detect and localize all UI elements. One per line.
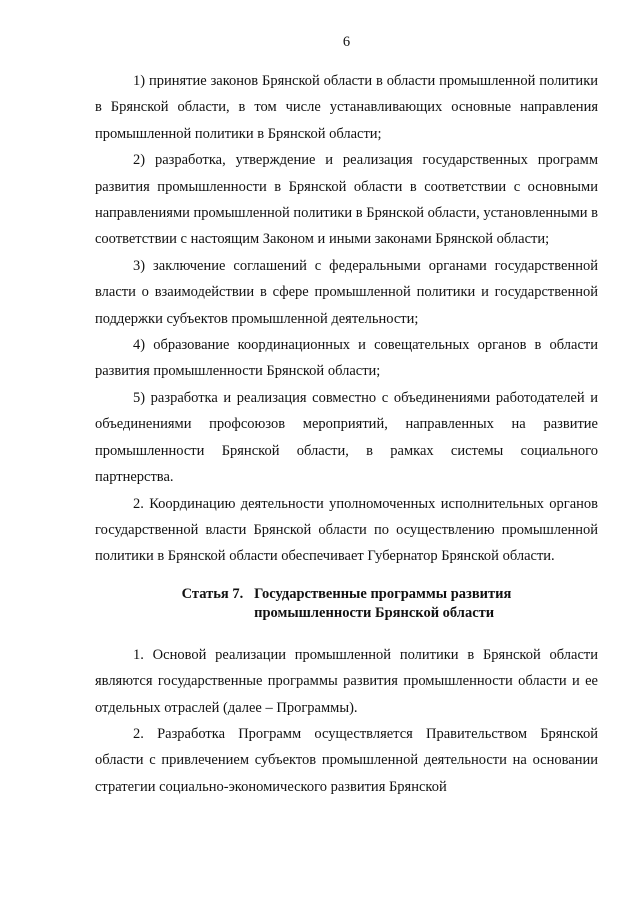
paragraph-item-4: 4) образование координационных и совещательных органов в области развития промышленности Брянской области; [95,337,598,380]
article-title-line-1: Государственные программы развития [254,585,512,602]
paragraph-programs-basis: 1. Основой реализации промышленной политики в Брянской области являются государственные программы развития промышленности области и ее отдельных отраслей (далее – Программы). [95,646,598,716]
article-heading [95,585,598,623]
paragraph-item-3: 3) заключение соглашений с федеральными органами государственной власти о взаимодействии в сфере промышленной политики и государственной поддержки субъектов промышленной деятельности; [95,257,598,327]
paragraph-item-2: 2) разработка, утверждение и реализация государственных программ развития промышленности в Брянской области в соответствии с основными направлениями промышленной политики в Брянской области, установленными в соответствии с настоящим Законом и иными законами Брянской области; [95,152,598,248]
paragraph-item-5: 5) разработка и реализация совместно с объединениями работодателей и объединениями профсоюзов мероприятий, направленных на развитие промышленности Брянской области, в рамках системы социального партнерства. [95,389,598,486]
paragraph-item-1: 1) принятие законов Брянской области в области промышленной политики в Брянской области, в том числе устанавливающих основные направления промышленной политики в Брянской области; [95,73,598,142]
paragraph-coordination: 2. Координацию деятельности уполномоченных исполнительных органов государственной власти Брянской области по осуществлению промышленной политики в Брянской области обеспечивает Губернатор Брянской области. [95,495,598,565]
article-title [254,585,511,623]
page-number: 6 [342,34,351,50]
paragraph-programs-development: 2. Разработка Программ осуществляется Правительством Брянской области с привлечением субъектов промышленной деятельности на основании стратегии социально-экономического развития Брянской [95,725,598,795]
article-number: Статья 7. [181,585,244,602]
article-title-line-2: промышленности Брянской области [254,604,495,621]
